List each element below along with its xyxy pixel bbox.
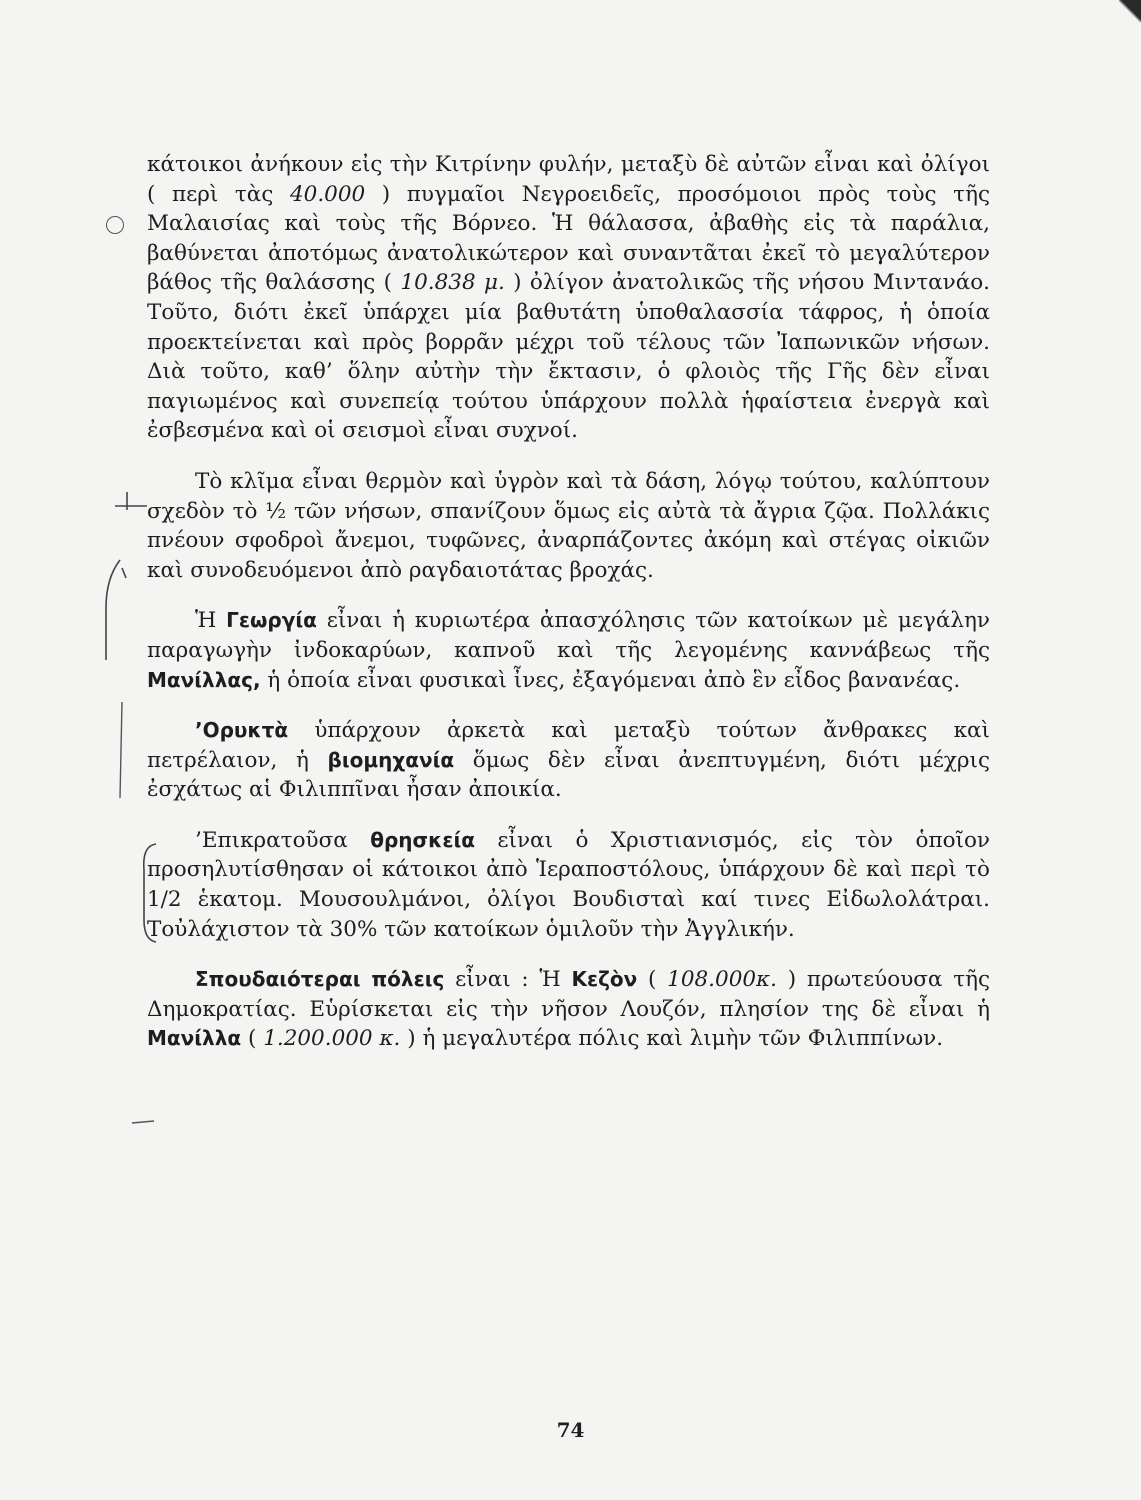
text-segment: κάτοικοι ἀνήκουν εἰς τὴν Κιτρίνην φυλήν, μεταξὺ δὲ αὐτῶν εἶναι καὶ ὀλίγοι ( περὶ τὰς <box>147 152 990 207</box>
text-segment: Τὸ κλῖμα εἶναι θερμὸν καὶ ὑγρὸν καὶ τὰ δάση, λόγῳ τούτου, καλύπτουν σχεδὸν τὸ ½ τῶν νήσων, σπανίζουν ὅμως εἰς αὐτὰ τὰ ἄγρια ζῷα. Πολλάκις πνέουν σφοδροὶ ἄνεμοι, τυφῶνες, ἀναρπάζοντες ἀκόμη καὶ στέγας οἰκιῶν καὶ συνοδευόμενοι ἀπὸ ραγδαιοτάτας βροχάς. <box>147 468 990 583</box>
text-segment: ὑπάρχουν ἀρκετὰ καὶ μεταξὺ τούτων ἄνθρακες καὶ πετρέλαιον, ἡ <box>147 718 990 773</box>
text-segment: βιομηχανία <box>327 747 455 772</box>
paragraph-p2 <box>147 467 990 585</box>
text-segment: 1.200.000 κ. <box>263 1026 401 1052</box>
text-segment: 108.000κ. <box>667 967 777 993</box>
text-segment: Κεζὸν <box>571 967 638 992</box>
text-segment: ) ἡ μεγαλυτέρα πόλις καὶ λιμὴν τῶν Φιλιππίνων. <box>400 1026 944 1052</box>
pencil-circle-mark <box>106 216 124 234</box>
paragraph-p6 <box>147 965 990 1054</box>
text-segment: ’Επικρατοῦσα <box>195 827 371 853</box>
text-segment: εἶναι ὁ Χριστιανισμός, εἰς τὸν ὁποῖον προσηλυτίσθησαν οἱ κάτοικοι ἀπὸ Ἱεραποστόλους, ὑπάρχουν δὲ καὶ περὶ τὸ 1/2 ἑκατομ. Μουσουλμάνοι, ὀλίγοι Βουδισταὶ καί τινες Εἰδωλολάτραι. Τοὐλάχιστον τὰ 30% τῶν κατοίκων ὁμιλοῦν τὴν Ἀγγλικήν. <box>147 827 990 942</box>
text-segment: εἶναι : Ἡ <box>444 967 572 993</box>
text-segment: ὅμως δὲν εἶναι ἀνεπτυγμένη, διότι μέχρις ἐσχάτως αἱ Φιλιππῖναι ἦσαν ἀποικία. <box>147 747 990 803</box>
text-segment: 10.838 μ. <box>400 270 505 296</box>
page-number: 74 <box>556 1418 585 1442</box>
text-segment: Σπουδαιότεραι πόλεις <box>195 967 445 992</box>
text-segment: ἡ ὁποία εἶναι φυσικαὶ ἶνες, ἐξαγόμεναι ἀπὸ ἓν εἶδος βανανέας. <box>260 667 961 693</box>
text-segment: ’Ορυκτὰ <box>195 718 289 743</box>
page-corner-shadow <box>1119 0 1141 22</box>
text-segment: Μανίλλας, <box>147 667 261 692</box>
text-segment: ( <box>241 1026 264 1052</box>
text-segment: ) πρωτεύουσα τῆς Δημοκρατίας. Εὑρίσκεται εἰς τὴν νῆσον Λουζόν, πλησίον της δὲ εἶναι ἡ <box>147 967 991 1022</box>
text-segment: θρησκεία <box>370 827 475 852</box>
text-segment: ) πυγμαῖοι Νεγροειδεῖς, προσόμοιοι πρὸς τοὺς τῆς Μαλαισίας καὶ τοὺς τῆς Βόρνεο. Ἡ θάλασσα, ἀβαθὴς εἰς τὰ παράλια, βαθύνεται ἀποτόμως ἀνατολικώτερον καὶ συναντᾶται ἐκεῖ τὸ μεγαλύτερον βάθος τῆς θαλάσσης ( <box>147 181 990 296</box>
text-segment: Μανίλλα <box>147 1026 242 1051</box>
paragraph-p4 <box>147 716 990 805</box>
pencil-bracket-mark <box>100 558 130 662</box>
text-segment: ( <box>637 967 668 993</box>
text-segment: ) ὀλίγον ἀνατολικῶς τῆς νήσου Μιντανάο. Τοῦτο, διότι ἐκεῖ ὑπάρχει μία βαθυτάτη ὑποθαλασσία τάφρος, ἡ ὁποία προεκτείνεται καὶ πρὸς βορρᾶν μέχρι τοῦ τέλους τῶν Ἰαπωνικῶν νήσων. Διὰ τοῦτο, καθ’ ὅλην αὐτὴν τὴν ἔκτασιν, ὁ φλοιὸς τῆς Γῆς δὲν εἶναι παγιωμένος καὶ συνεπείᾳ τούτου ὑπάρχουν πολλὰ ἡφαίστεια ἐνεργὰ καὶ ἐσβεσμένα καὶ οἱ σεισμοὶ εἶναι συχνοί. <box>147 270 990 444</box>
pencil-tick-mark <box>113 488 149 512</box>
text-segment: Ἡ <box>195 608 227 634</box>
paragraph-p3 <box>147 606 990 695</box>
text-segment: Γεωργία <box>226 608 317 633</box>
paragraph-p1 <box>147 150 990 446</box>
body-text <box>147 150 990 1054</box>
text-segment: 40.000 <box>289 181 366 207</box>
paragraph-p5 <box>147 826 990 944</box>
pencil-dash-mark <box>130 1118 156 1126</box>
text-segment: εἶναι ἡ κυριωτέρα ἀπασχόλησις τῶν κατοίκων μὲ μεγάλην παραγωγὴν ἰνδοκαρύων, καπνοῦ καὶ τῆς λεγομένης καννάβεως τῆς <box>147 608 990 663</box>
pencil-margin-line <box>116 700 126 800</box>
